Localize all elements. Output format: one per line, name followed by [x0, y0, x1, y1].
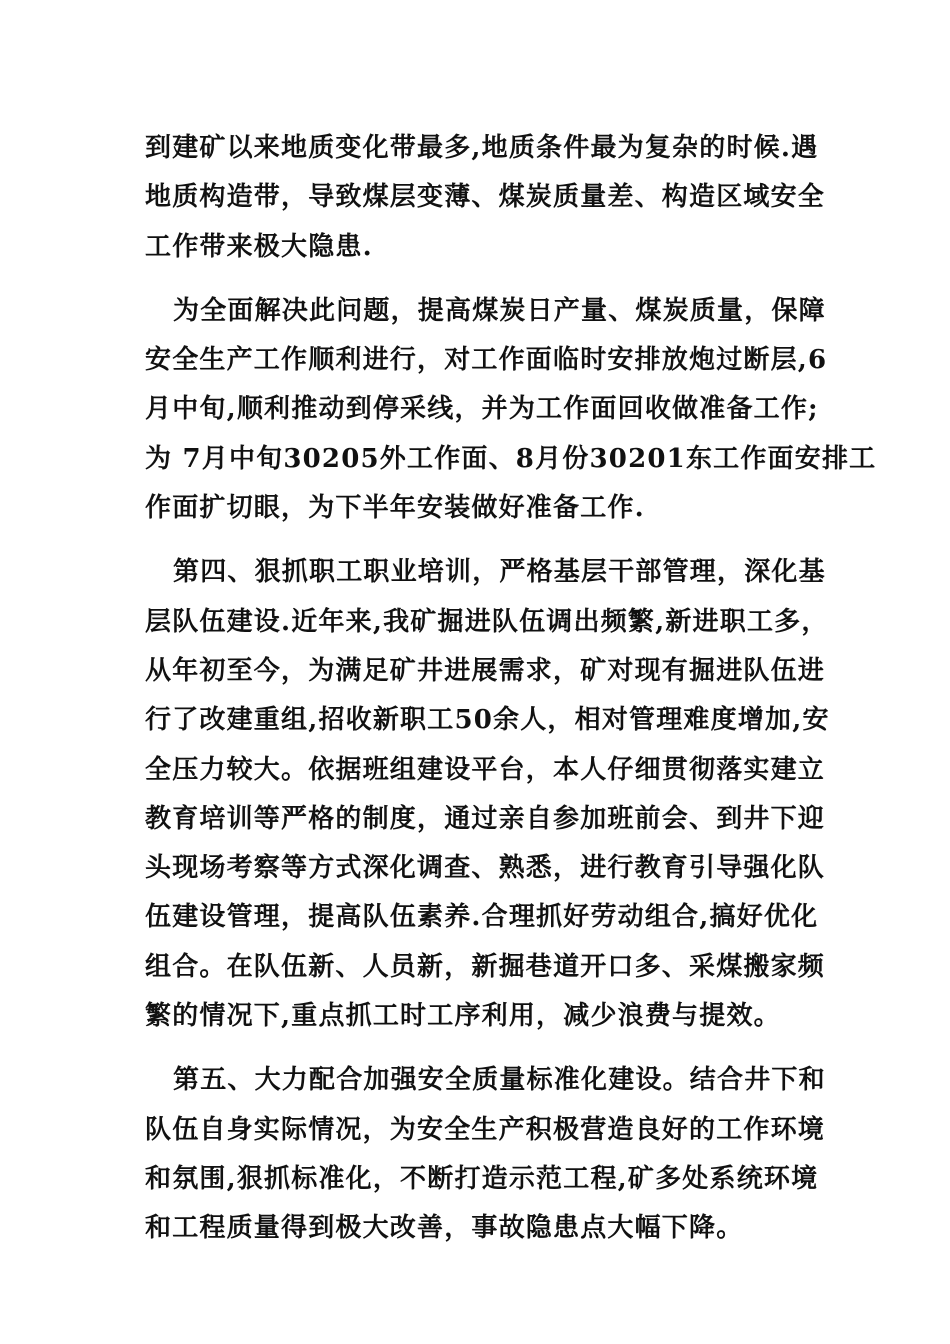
text-line: 为 7月中旬30205外工作面、8月份30201东工作面安排工 — [145, 443, 877, 474]
paragraph-solution — [145, 287, 877, 533]
paragraph-gap — [145, 272, 805, 287]
text-line: 繁的情况下,重点抓工时工序利用，减少浪费与提效。 — [145, 1001, 781, 1032]
text-line: 作面扩切眼，为下半年安装做好准备工作. — [145, 493, 645, 524]
text-line: 伍建设管理，提高队伍素养.合理抓好劳动组合,搞好优化 — [145, 902, 819, 933]
text-line: 为全面解决此问题，提高煤炭日产量、煤炭质量，保障 — [173, 295, 826, 326]
text-line: 月中旬,顺利推动到停采线，并为工作面回收做准备工作; — [145, 394, 819, 425]
document-page — [145, 124, 877, 1254]
text-line: 地质构造带，导致煤层变薄、煤炭质量差、构造区域安全 — [145, 182, 826, 213]
paragraph-standardization — [145, 1056, 826, 1253]
text-line: 从年初至今，为满足矿井进展需求，矿对现有掘进队伍进 — [145, 655, 826, 686]
text-line: 教育培训等严格的制度，通过亲自参加班前会、到井下迎 — [145, 803, 826, 834]
text-line: 队伍自身实际情况，为安全生产积极营造良好的工作环境 — [145, 1114, 826, 1145]
paragraph-gap — [145, 1041, 805, 1056]
text-line: 到建矿以来地质变化带最多,地质条件最为复杂的时候.遇 — [145, 133, 819, 163]
text-line: 安全生产工作顺利进行，对工作面临时安排放炮过断层,6 — [145, 345, 828, 376]
text-line: 和氛围,狠抓标准化，不断打造示范工程,矿多处系统环境 — [145, 1163, 819, 1194]
paragraph-geology — [145, 124, 826, 272]
paragraph-gap — [145, 533, 805, 548]
text-line: 组合。在队伍新、人员新，新掘巷道开口多、采煤搬家频 — [145, 951, 826, 982]
text-line: 行了改建重组,招收新职工50余人，相对管理难度增加,安 — [145, 705, 830, 736]
text-line: 头现场考察等方式深化调查、熟悉，进行教育引导强化队 — [145, 853, 826, 884]
text-line: 和工程质量得到极大改善，事故隐患点大幅下降。 — [145, 1213, 744, 1244]
paragraph-training — [145, 548, 830, 1041]
text-line: 全压力较大。依据班组建设平台，本人仔细贯彻落实建立 — [145, 754, 826, 785]
text-line: 第五、大力配合加强安全质量标准化建设。结合井下和 — [173, 1065, 826, 1096]
text-line: 工作带来极大隐患. — [145, 231, 373, 262]
text-line: 层队伍建设.近年来,我矿掘进队伍调出频繁,新进职工多， — [145, 606, 829, 637]
text-line: 第四、狠抓职工职业培训，严格基层干部管理，深化基 — [173, 557, 826, 588]
